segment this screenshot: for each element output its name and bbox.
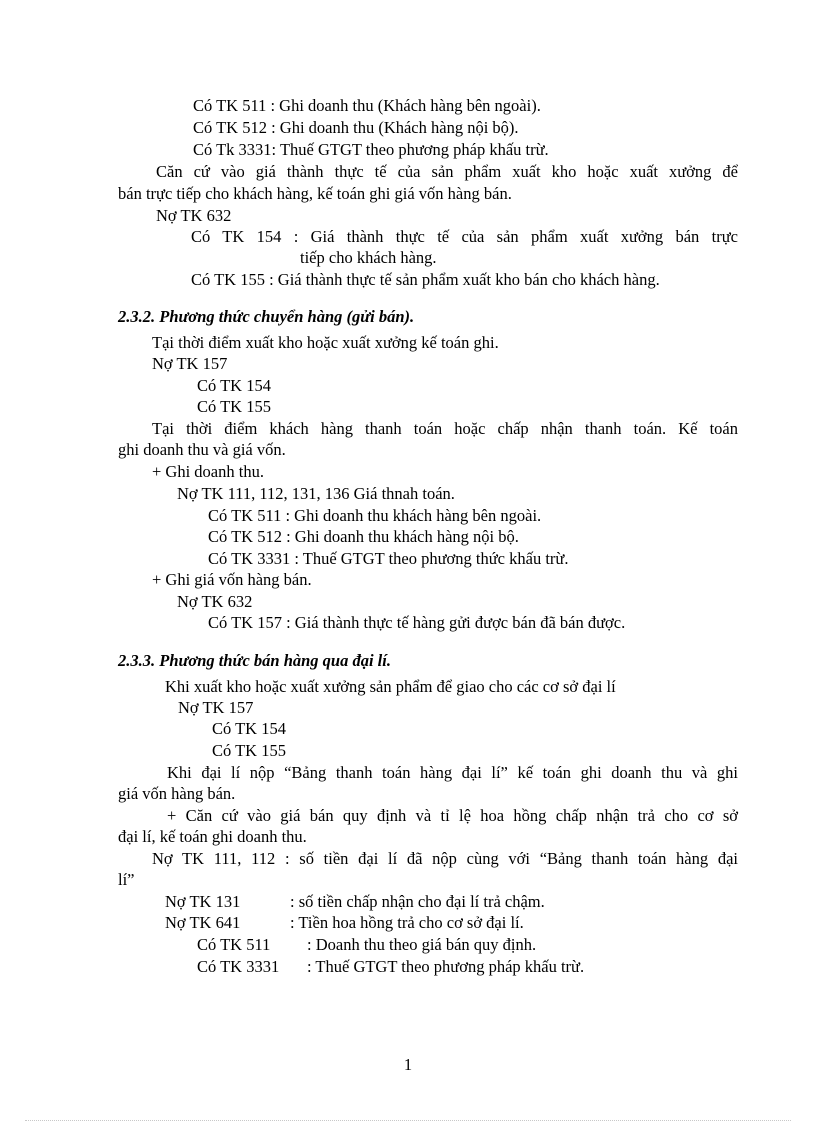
debit-entry-131-account: Nợ TK 131 [165, 892, 241, 911]
section-heading-232: 2.3.2. Phương thức chuyển hàng (gửi bán). [118, 307, 415, 326]
debit-entry-111-line-2: lí” [118, 870, 135, 889]
debit-entry-157: Nợ TK 157 [178, 698, 254, 717]
page-number: 1 [403, 1055, 413, 1074]
paragraph-agent-line-2: giá vốn hàng bán. [118, 784, 236, 803]
paragraph-commission-line-2: đại lí, kế toán ghi doanh thu. [118, 827, 307, 846]
paragraph-payment-line-2: ghi doanh thu và giá vốn. [118, 440, 286, 459]
page-bottom-divider [25, 1120, 791, 1121]
debit-entry-111-line-1: Nợ TK 111, 112 : số tiền đại lí đã nộp cùng với “Bảng thanh toán hàng đại [152, 849, 738, 868]
credit-entry-155: Có TK 155 : Giá thành thực tế sản phẩm xuất kho bán cho khách hàng. [191, 270, 660, 289]
debit-entry-641-account: Nợ TK 641 [165, 913, 241, 932]
credit-entry-155: Có TK 155 [212, 741, 286, 760]
paragraph-commission-line-1: + Căn cứ vào giá bán quy định và tỉ lệ hoa hồng chấp nhận trả cho cơ sở [167, 806, 738, 825]
bullet-record-cost: + Ghi giá vốn hàng bán. [152, 570, 312, 589]
debit-entry-multi: Nợ TK 111, 112, 131, 136 Giá thnah toán. [177, 484, 455, 503]
credit-entry-511-account: Có TK 511 [197, 935, 271, 954]
credit-entry-512: Có TK 512 : Ghi doanh thu khách hàng nội bộ. [208, 527, 519, 546]
section-heading-233: 2.3.3. Phương thức bán hàng qua đại lí. [118, 651, 391, 670]
paragraph-cost-line-1: Căn cứ vào giá thành thực tế của sản phẩm xuất kho hoặc xuất xưởng để [156, 162, 738, 181]
debit-entry-632: Nợ TK 632 [156, 206, 232, 225]
credit-entry-3331-description: : Thuế GTGT theo phương pháp khấu trừ. [307, 957, 585, 976]
credit-entry-155: Có TK 155 [197, 397, 271, 416]
credit-entry-154: Có TK 154 [197, 376, 271, 395]
credit-entry-3331: Có TK 3331 : Thuế GTGT theo phương thức khấu trừ. [208, 549, 569, 568]
section-233-intro: Khi xuất kho hoặc xuất xưởng sản phẩm để giao cho các cơ sở đại lí [165, 677, 616, 696]
credit-entry-157: Có TK 157 : Giá thành thực tế hàng gửi được bán đã bán được. [208, 613, 626, 632]
paragraph-payment-line-1: Tại thời điểm khách hàng thanh toán hoặc chấp nhận thanh toán. Kế toán [152, 419, 738, 438]
paragraph-agent-line-1: Khi đại lí nộp “Bảng thanh toán hàng đại lí” kế toán ghi doanh thu và ghi [167, 763, 738, 782]
section-232-intro: Tại thời điểm xuất kho hoặc xuất xưởng kế toán ghi. [152, 333, 499, 352]
credit-entry-511: Có TK 511 : Ghi doanh thu (Khách hàng bên ngoài). [193, 96, 541, 115]
credit-entry-511: Có TK 511 : Ghi doanh thu khách hàng bên ngoài. [208, 506, 542, 525]
credit-entry-3331-account: Có TK 3331 [197, 957, 280, 976]
credit-entry-154: Có TK 154 [212, 719, 286, 738]
bullet-record-revenue: + Ghi doanh thu. [152, 462, 264, 481]
credit-entry-511-description: : Doanh thu theo giá bán quy định. [307, 935, 537, 954]
debit-entry-632: Nợ TK 632 [177, 592, 253, 611]
debit-entry-641-description: : Tiền hoa hồng trả cho cơ sở đại lí. [290, 913, 524, 932]
credit-entry-3331: Có Tk 3331: Thuế GTGT theo phương pháp khấu trừ. [193, 140, 549, 159]
debit-entry-131-description: : số tiền chấp nhận cho đại lí trả chậm. [290, 892, 545, 911]
debit-entry-157: Nợ TK 157 [152, 354, 228, 373]
credit-entry-154-line-2: tiếp cho khách hàng. [300, 248, 437, 267]
credit-entry-512: Có TK 512 : Ghi doanh thu (Khách hàng nội bộ). [193, 118, 519, 137]
paragraph-cost-line-2: bán trực tiếp cho khách hàng, kế toán ghi giá vốn hàng bán. [118, 184, 512, 203]
credit-entry-154-line-1: Có TK 154 : Giá thành thực tế của sản phẩm xuất xưởng bán trực [191, 227, 738, 246]
